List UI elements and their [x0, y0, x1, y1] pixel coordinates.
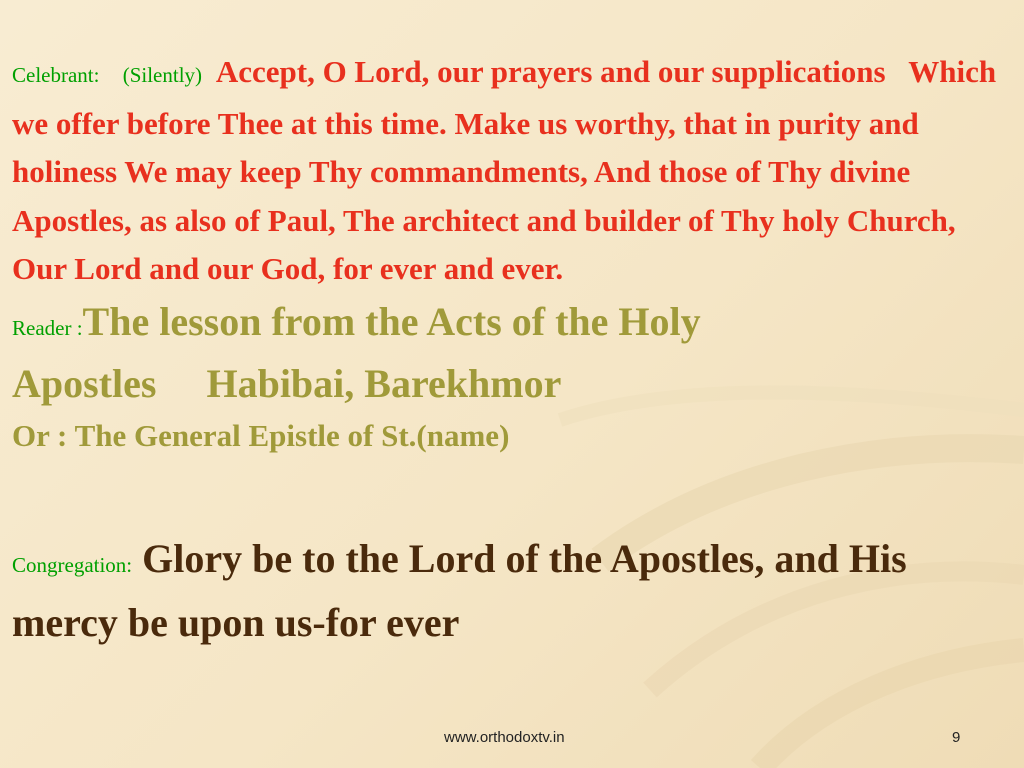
celebrant-prayer-opening: Accept, O Lord, our prayers and our supplications: [215, 54, 886, 89]
congregation-label: Congregation:: [12, 552, 133, 577]
reader-label: Reader :: [12, 315, 83, 340]
spacer: [12, 460, 1012, 530]
celebrant-prayer-body: Which we offer before Thee at this time. Make us worthy, that in purity and holiness We may keep Thy commandments, And those of Thy divine Apostles, as also of Paul, The architect and builder of Thy holy Church, Our Lord and our God, for ever and ever.: [12, 54, 997, 286]
slide-content: [12, 48, 1012, 652]
celebrant-paragraph: [12, 48, 1012, 294]
reader-lesson-title: The lesson from the Acts of the Holy Apostles: [12, 298, 701, 406]
reader-alternative: Or : The General Epistle of St.(name): [12, 417, 510, 453]
congregation-paragraph: [12, 530, 1012, 652]
footer-website: www.orthodoxtv.in: [444, 729, 565, 746]
reader-paragraph: [12, 294, 1012, 412]
celebrant-note: (Silently): [122, 63, 203, 87]
page-number: 9: [952, 729, 961, 746]
celebrant-label: Celebrant:: [12, 63, 100, 87]
reader-response: Habibai, Barekhmor: [206, 360, 562, 406]
congregation-response: Glory be to the Lord of the Apostles, and His mercy be upon us-for ever: [12, 535, 907, 645]
